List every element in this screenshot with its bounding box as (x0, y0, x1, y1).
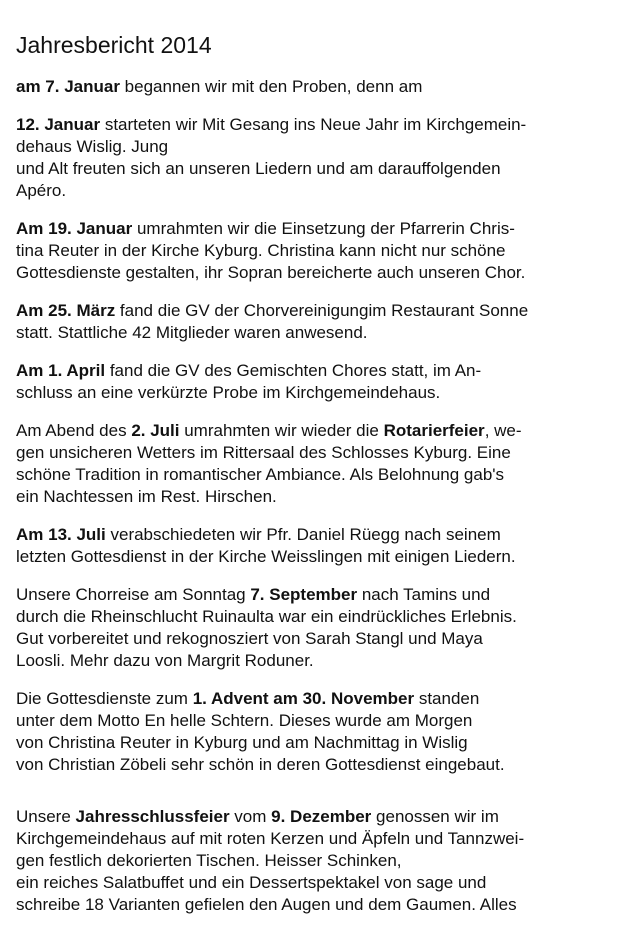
paragraph (16, 76, 628, 98)
body-text: vom (229, 807, 272, 826)
paragraph (16, 524, 628, 568)
bold-text: Am 19. Januar (16, 219, 133, 238)
bold-text: 9. Dezember (271, 807, 372, 826)
bold-text: Am 13. Juli (16, 525, 106, 544)
body-text: starteten wir Mit Gesang ins Neue Jahr im Kirchgemein- dehaus Wislig. Jung und Alt freuten sich an unseren Liedern und am darauffolgenden Apéro. (16, 115, 527, 200)
document-page (16, 30, 628, 932)
bold-text: Am 1. April (16, 361, 106, 380)
body-text: begannen wir mit den Proben, denn am (119, 77, 423, 96)
paragraph (16, 420, 628, 508)
bold-text: 7. September (250, 585, 358, 604)
bold-text: 2. Juli (131, 421, 180, 440)
bold-text: 1. Advent am 30. November (192, 689, 415, 708)
bold-text: Rotarierfeier (383, 421, 485, 440)
body-text: Am Abend des (16, 421, 132, 440)
body-text: standen unter dem Motto En helle Schtern. Dieses wurde am Morgen von Christina Reuter in Kyburg und am Nachmittag in Wislig von Christian Zöbeli sehr schön in deren Gottesdienst eingebaut. (16, 689, 505, 774)
document-title: Jahresbericht 2014 (16, 32, 212, 58)
body-text: fand die GV der Chorvereinigungim Restaurant Sonne statt. Stattliche 42 Mitglieder waren anwesend. (16, 301, 529, 342)
bold-text: Jahresschlussfeier (75, 807, 230, 826)
paragraph (16, 688, 628, 776)
bold-text: 12. Januar (16, 115, 101, 134)
body-text: genossen wir im Kirchgemeindehaus auf mit roten Kerzen und Äpfeln und Tannzwei- gen festlich dekorierten Tischen. Heisser Schinken, ein reiches Salatbuffet und ein Dessertspektakel von sage und schreibe 18 Varianten gefielen den Augen und dem Gaumen. Alles (16, 807, 525, 914)
paragraph (16, 114, 628, 202)
body-text: umrahmten wir wieder die (179, 421, 384, 440)
paragraph (16, 300, 628, 344)
body-text: verabschiedeten wir Pfr. Daniel Rüegg nach seinem letzten Gottesdienst in der Kirche Weisslingen mit einigen Liedern. (16, 525, 516, 566)
paragraph-list (16, 76, 628, 916)
paragraph (16, 360, 628, 404)
body-text: fand die GV des Gemischten Chores statt, im An- schluss an eine verkürzte Probe im Kirchgemeindehaus. (16, 361, 482, 402)
bold-text: am 7. Januar (16, 77, 120, 96)
paragraph (16, 806, 628, 916)
bold-text: Am 25. März (16, 301, 116, 320)
paragraph (16, 584, 628, 672)
body-text: Unsere (16, 807, 76, 826)
body-text: , we- gen unsicheren Wetters im Rittersaal des Schlosses Kyburg. Eine schöne Tradition in romantischer Ambiance. Als Belohnung gab's ein Nachtessen im Rest. Hirschen. (16, 421, 522, 506)
body-text: Die Gottesdienste zum (16, 689, 193, 708)
body-text: Unsere Chorreise am Sonntag (16, 585, 251, 604)
paragraph (16, 218, 628, 284)
body-text: umrahmten wir die Einsetzung der Pfarrerin Chris- tina Reuter in der Kirche Kyburg. Christina kann nicht nur schöne Gottesdienste gestalten, ihr Sopran bereicherte auch unseren Chor. (16, 219, 526, 282)
body-text: nach Tamins und durch die Rheinschlucht Ruinaulta war ein eindrückliches Erlebnis. Gut vorbereitet und rekognosziert von Sarah Stangl und Maya Loosli. Mehr dazu von Margrit Roduner. (16, 585, 517, 670)
